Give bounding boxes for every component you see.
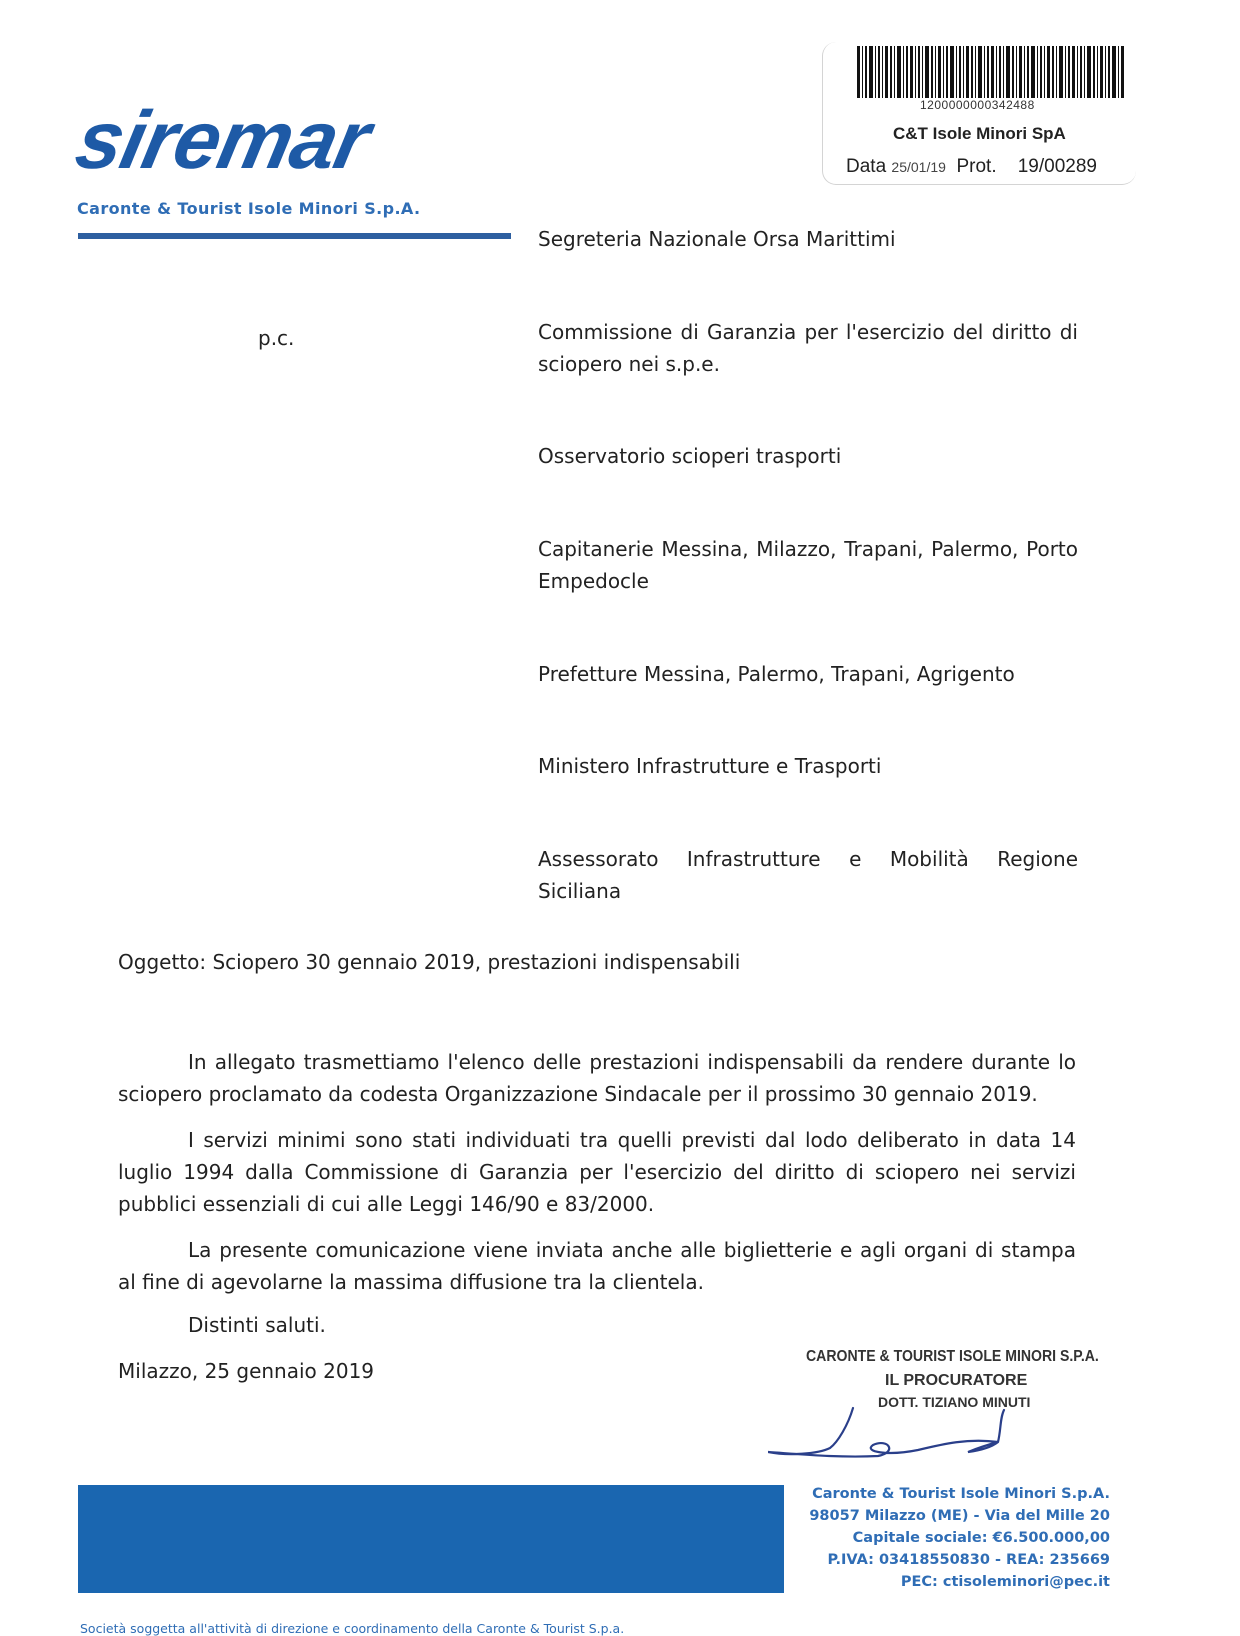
place-date: Milazzo, 25 gennaio 2019 <box>118 1359 375 1383</box>
footer-address-line: PEC: ctisoleminori@pec.it <box>900 1574 1110 1590</box>
footer-address-line: P.IVA: 03418550830 - REA: 235669 <box>827 1552 1110 1568</box>
stamp-protocol-number: 19/00289 <box>1017 156 1097 177</box>
recipient-cc: Ministero Infrastrutture e Trasporti <box>538 754 882 778</box>
footer-address-line: 98057 Milazzo (ME) - Via del Mille 20 <box>809 1508 1110 1524</box>
company-subtitle: Caronte & Tourist Isole Minori S.p.A. <box>77 199 421 218</box>
stamp-date: 25/01/19 <box>891 159 946 175</box>
letter-subject: Oggetto: Sciopero 30 gennaio 2019, prestazioni indispensabili <box>118 950 741 974</box>
footer-address-line: Capitale sociale: €6.500.000,00 <box>852 1530 1110 1546</box>
letterhead-divider <box>78 233 511 239</box>
recipient-cc: Assessorato Infrastrutture e Mobilità Regione Siciliana <box>538 847 1078 903</box>
recipient-cc: Capitanerie Messina, Milazzo, Trapani, Palermo, Porto Empedocle <box>538 537 1078 593</box>
recipient-cc: Prefetture Messina, Palermo, Trapani, Agrigento <box>538 662 1015 686</box>
signature-name: DOTT. TIZIANO MINUTI <box>878 1394 1031 1410</box>
company-logo: siremar <box>68 95 378 186</box>
barcode-number: 1200000000342488 <box>920 98 1035 112</box>
body-paragraph: La presente comunicazione viene inviata anche alle biglietterie e agli organi di stampa al fine di agevolarne la massima diffusione tra la clientela. <box>118 1238 1076 1294</box>
footer-note: Società soggetta all'attività di direzione e coordinamento della Caronte & Tourist S.p.a. <box>80 1621 625 1636</box>
cc-label: p.c. <box>258 326 295 350</box>
stamp-data-label: Data <box>846 156 887 177</box>
body-paragraph: In allegato trasmettiamo l'elenco delle prestazioni indispensabili da rendere durante lo sciopero proclamato da codesta Organizzazione Sindacale per il prossimo 30 gennaio 2019. <box>118 1050 1076 1106</box>
stamp-company: C&T Isole Minori SpA <box>893 124 1066 143</box>
footer-address <box>790 1483 1110 1593</box>
stamp-date-protocol <box>846 156 1097 178</box>
stamp-prot-label: Prot. <box>956 156 997 177</box>
footer-address-line: Caronte & Tourist Isole Minori S.p.A. <box>812 1486 1110 1502</box>
footer-color-band <box>78 1485 784 1593</box>
recipient-cc: Osservatorio scioperi trasporti <box>538 444 842 468</box>
signature-company-stamp: CARONTE & TOURIST ISOLE MINORI S.P.A. <box>806 1348 1099 1365</box>
body-paragraph: I servizi minimi sono stati individuati tra quelli previsti dal lodo deliberato in data 14 luglio 1994 dalla Commissione di Garanzia per l'esercizio del diritto di sciopero nei servizi pubblici essenziali di cui alle Leggi 146/90 e 83/2000. <box>118 1128 1076 1216</box>
signature-role: IL PROCURATORE <box>885 1372 1028 1389</box>
recipient-cc: Commissione di Garanzia per l'esercizio del diritto di sciopero nei s.p.e. <box>538 320 1078 376</box>
recipient-primary: Segreteria Nazionale Orsa Marittimi <box>538 227 896 251</box>
closing: Distinti saluti. <box>188 1313 326 1337</box>
barcode-icon <box>857 46 1127 98</box>
handwritten-signature-icon <box>768 1400 1068 1470</box>
